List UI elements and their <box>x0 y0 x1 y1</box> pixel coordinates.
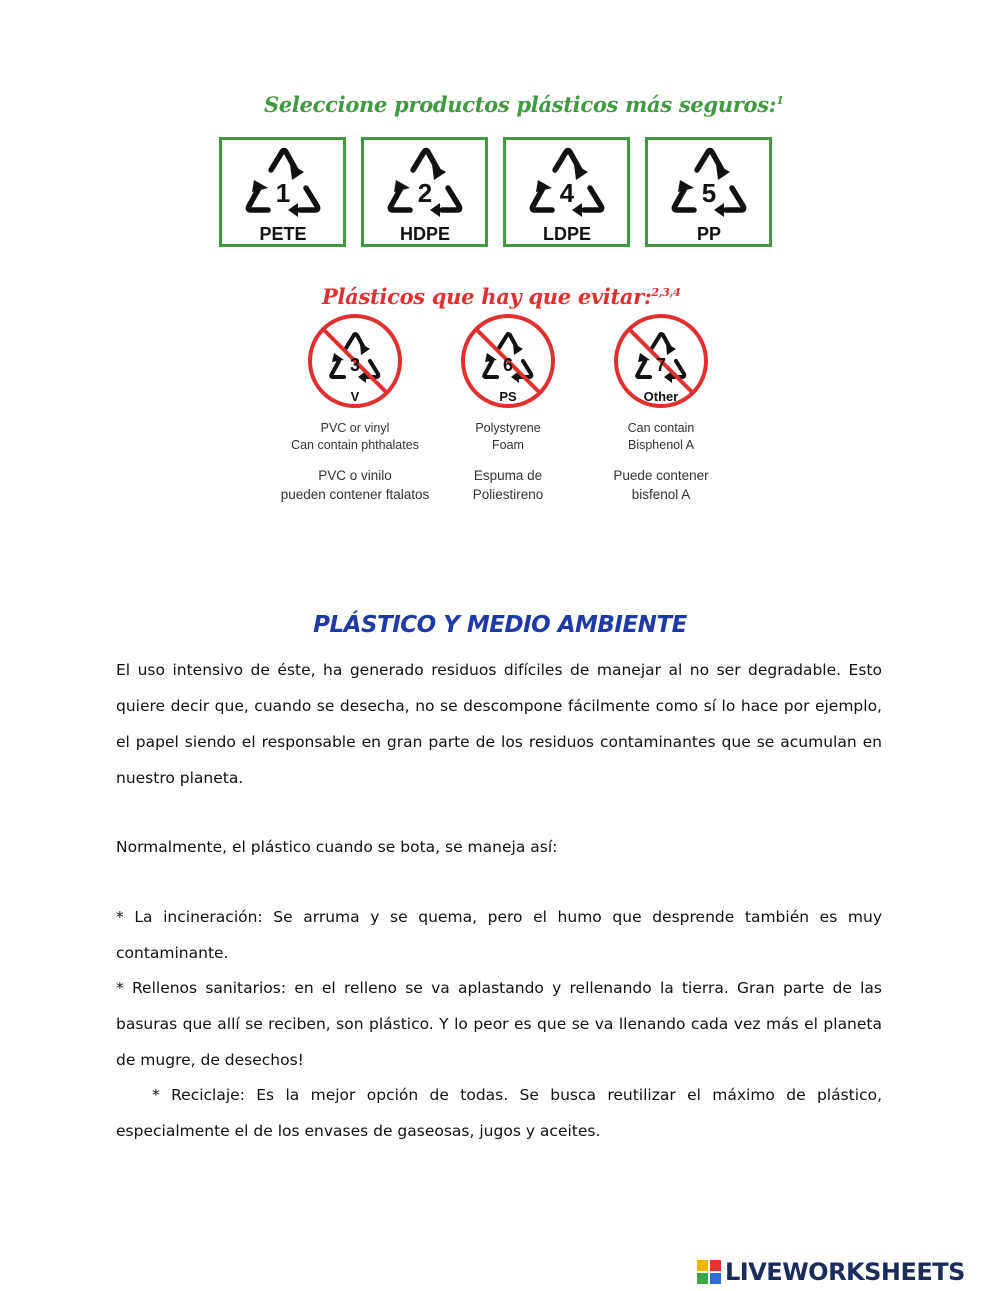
liveworksheets-logo <box>697 1257 965 1287</box>
caption-es-line: Poliestireno <box>472 487 544 502</box>
caption-es-line: Espuma de <box>473 468 543 483</box>
caption-es-line: Puede contener <box>613 468 709 483</box>
caption-es-line: PVC o vinilo <box>318 468 392 483</box>
caption-es-line: pueden contener ftalatos <box>280 487 430 502</box>
recycling-code: PS <box>499 389 517 404</box>
caption-es-line: bisfenol A <box>631 487 691 502</box>
recycling-number: 5 <box>701 178 717 208</box>
recycling-number: 6 <box>502 355 514 375</box>
caption-en-line: Can contain phthalates <box>291 438 419 452</box>
prohibited-recycling-icon <box>300 314 410 410</box>
recycling-code: PP <box>696 224 722 244</box>
section-heading: PLÁSTICO Y MEDIO AMBIENTE <box>313 612 687 638</box>
avoid-plastics-title: Plásticos que hay que evitar:$^{2,3,4}$ <box>322 284 681 309</box>
caption-en-line: PVC or vinyl <box>320 421 390 435</box>
caption-en-line: Can contain <box>627 421 695 435</box>
recycling-triangle-icon <box>222 140 343 244</box>
logo-text: LIVEWORKSHEETS <box>725 1258 965 1286</box>
recycling-code-box <box>361 137 488 247</box>
safe-plastics-title: Seleccione productos plásticos más seguros:$^1$ <box>264 92 784 117</box>
recycling-number: 4 <box>559 178 575 208</box>
safe-plastics-row <box>219 137 775 250</box>
caption-en-line: Foam <box>492 438 524 452</box>
recycling-code-box <box>645 137 772 247</box>
avoid-plastics-row <box>250 314 750 514</box>
recycling-code: HDPE <box>399 224 451 244</box>
paragraph-incineration: * La incineración: Se arruma y se quema, pero el humo que desprende también es muy contaminante. <box>116 908 882 962</box>
avoid-plastic-item <box>566 314 756 504</box>
paragraph-recycling: * Reciclaje: Es la mejor opción de todas. Se busca reutilizar el máximo de plástico, especialmente el de los envases de gaseosas, jugos y aceites. <box>116 1086 882 1140</box>
recycling-code: PETE <box>259 224 307 244</box>
caption-en-line: Polystyrene <box>475 421 541 435</box>
recycling-triangle-icon <box>364 140 485 244</box>
recycling-number: 1 <box>275 178 291 208</box>
recycling-code-box <box>219 137 346 247</box>
recycling-number: 3 <box>349 355 361 375</box>
recycling-triangle-icon <box>648 140 769 244</box>
recycling-code: V <box>350 389 360 404</box>
recycling-code: LDPE <box>542 224 592 244</box>
recycling-number: 7 <box>655 355 667 375</box>
prohibited-recycling-icon <box>606 314 716 410</box>
logo-blocks-icon <box>697 1260 721 1284</box>
paragraph-landfills: * Rellenos sanitarios: en el relleno se va aplastando y rellenando la tierra. Gran parte de las basuras que allí se reciben, son plástico. Y lo peor es que se va llenando cada vez más el planeta de mugre, de desechos! <box>116 979 882 1069</box>
recycling-code-box <box>503 137 630 247</box>
recycling-number: 2 <box>417 178 433 208</box>
recycling-triangle-icon <box>506 140 627 244</box>
prohibited-recycling-icon <box>453 314 563 410</box>
paragraph-handling: Normalmente, el plástico cuando se bota, se maneja así: <box>116 838 558 856</box>
recycling-code: Other <box>643 389 679 404</box>
caption-en-line: Bisphenol A <box>627 438 695 452</box>
paragraph-intro: El uso intensivo de éste, ha generado residuos difíciles de manejar al no ser degradable. Esto quiere decir que, cuando se desecha, no se descompone fácilmente como sí lo hace por ejemplo, el papel siendo el responsable en gran parte de los residuos contaminantes que se acumulan en nuestro planeta. <box>116 661 882 787</box>
